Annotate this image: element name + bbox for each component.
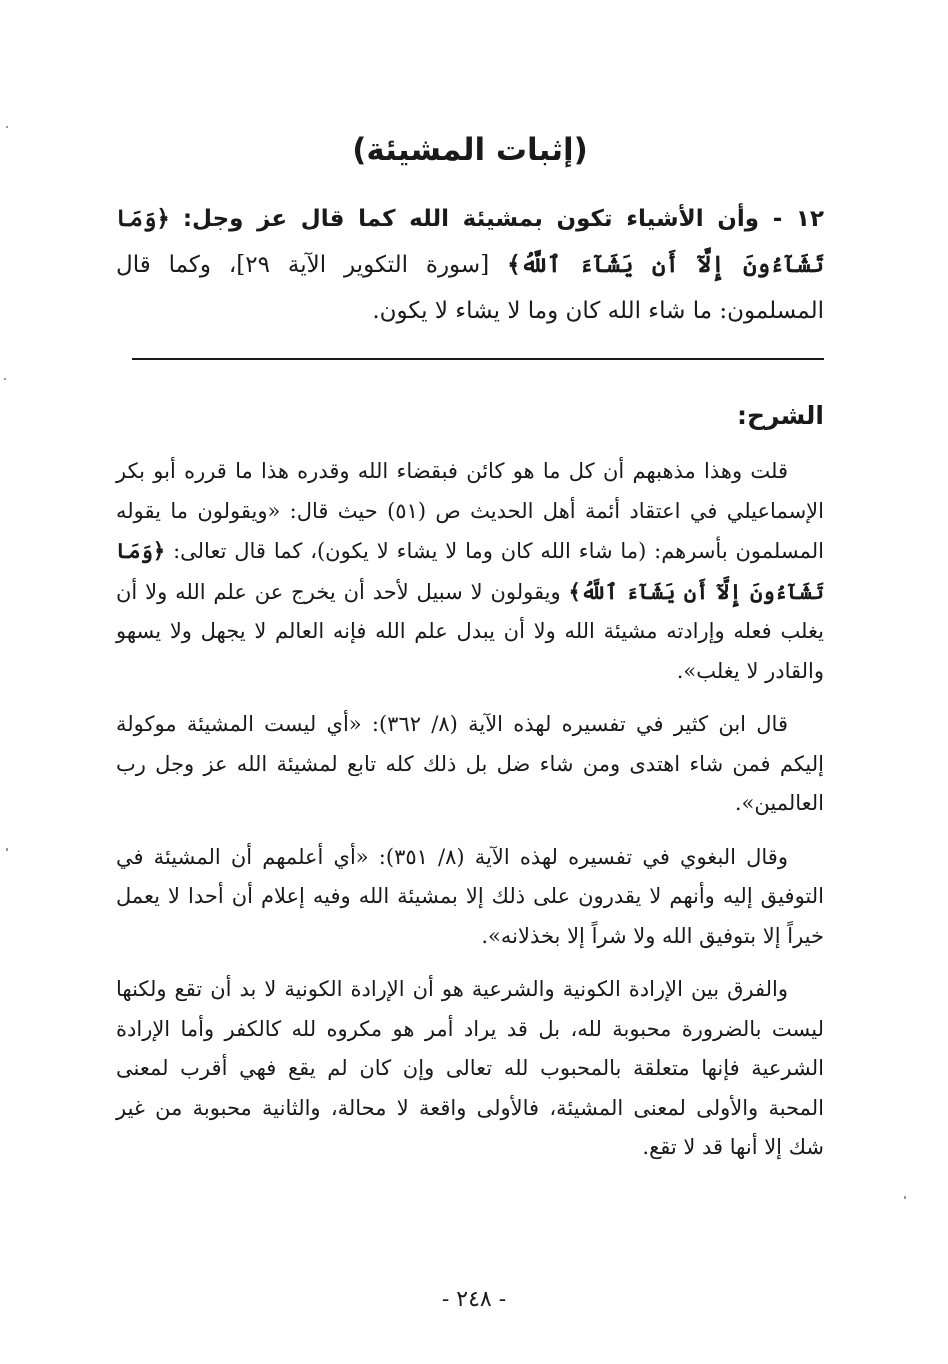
paragraph-irada-difference: والفرق بين الإرادة الكونية والشرعية هو أن الإرادة الكونية لا بد أن تقع ولكنها ليست بالضرورة محبوبة لله، بل قد يراد أمر هو مكروه لله كالكفر وأما الإرادة الشرعية فإنها متعلقة بالمحبوب لله تعالى وإن كان لم يقع فهي أقرب لمعنى المحبة والأولى لمعنى المشيئة، فالأولى واقعة لا محالة، والثانية محبوبة من غير شك إلا أنها قد لا تقع.: [116, 977, 824, 1159]
scan-speck: [6, 126, 8, 128]
section-divider: [132, 358, 824, 360]
paragraph-text: قلت وهذا مذهبهم أن كل ما هو كائن فبقضاء الله وقدره هذا ما قرره أبو بكر الإسماعيلي في اعتقاد أئمة أهل الحديث ص (٥١) حيث قال: «ويقولون ما يقوله المسلمون بأسرهم: (ما شاء الله كان وما لا يشاء لا يكون)، كما قال تعالى:: [116, 459, 824, 563]
sharh-heading: الشرح:: [737, 401, 824, 430]
chapter-title: (إثبات المشيئة): [352, 132, 588, 168]
paragraph-ismaili: [116, 452, 824, 691]
creed-rest: [سورة التكوير الآية ٢٩]، وكما قال المسلمون: ما شاء الله كان وما لا يشاء لا يكون.: [116, 252, 824, 324]
scan-speck: [904, 1196, 906, 1199]
creed-statement: [116, 196, 824, 334]
quran-verse: ﴿وَمَا تَشَآءُونَ إِلَّآ أَن يَشَآءَ ٱللَّهُ﴾: [116, 538, 824, 604]
paragraph-baghawi: وقال البغوي في تفسيره لهذه الآية (٨/ ٣٥١): «أي أعلمهم أن المشيئة في التوفيق إليه وأنهم لا يقدرون على ذلك إلا بمشيئة الله وفيه إعلام أن أحدا لا يعمل خيراً إلا بتوفيق الله ولا شراً إلا بخذلانه».: [116, 844, 824, 948]
scan-speck: [6, 848, 8, 851]
page-number: - ٢٤٨ -: [441, 1287, 507, 1312]
paragraph-text: ويقولون لا سبيل لأحد أن يخرج عن علم الله ولا أن يغلب فعله وإرادته مشيئة الله ولا أن يبدل علم الله فإنه العالم لا يجهل ولا يسهو والقادر لا يغلب».: [116, 579, 824, 683]
creed-quran-verse: ﴿وَمَا تَشَآءُونَ إِلَّآ أَن يَشَآءَ ٱللَّهُ﴾: [116, 205, 824, 278]
scan-speck: [4, 378, 6, 380]
paragraph-ibn-kathir: قال ابن كثير في تفسيره لهذه الآية (٨/ ٣٦٢): «أي ليست المشيئة موكولة إليكم فمن شاء اهتدى ومن شاء ضل بل ذلك كله تابع لمشيئة الله عز وجل رب العالمين».: [116, 712, 824, 815]
page-content: [116, 128, 824, 1182]
creed-lead: ١٢ - وأن الأشياء تكون بمشيئة الله كما قال عز وجل:: [182, 206, 824, 232]
